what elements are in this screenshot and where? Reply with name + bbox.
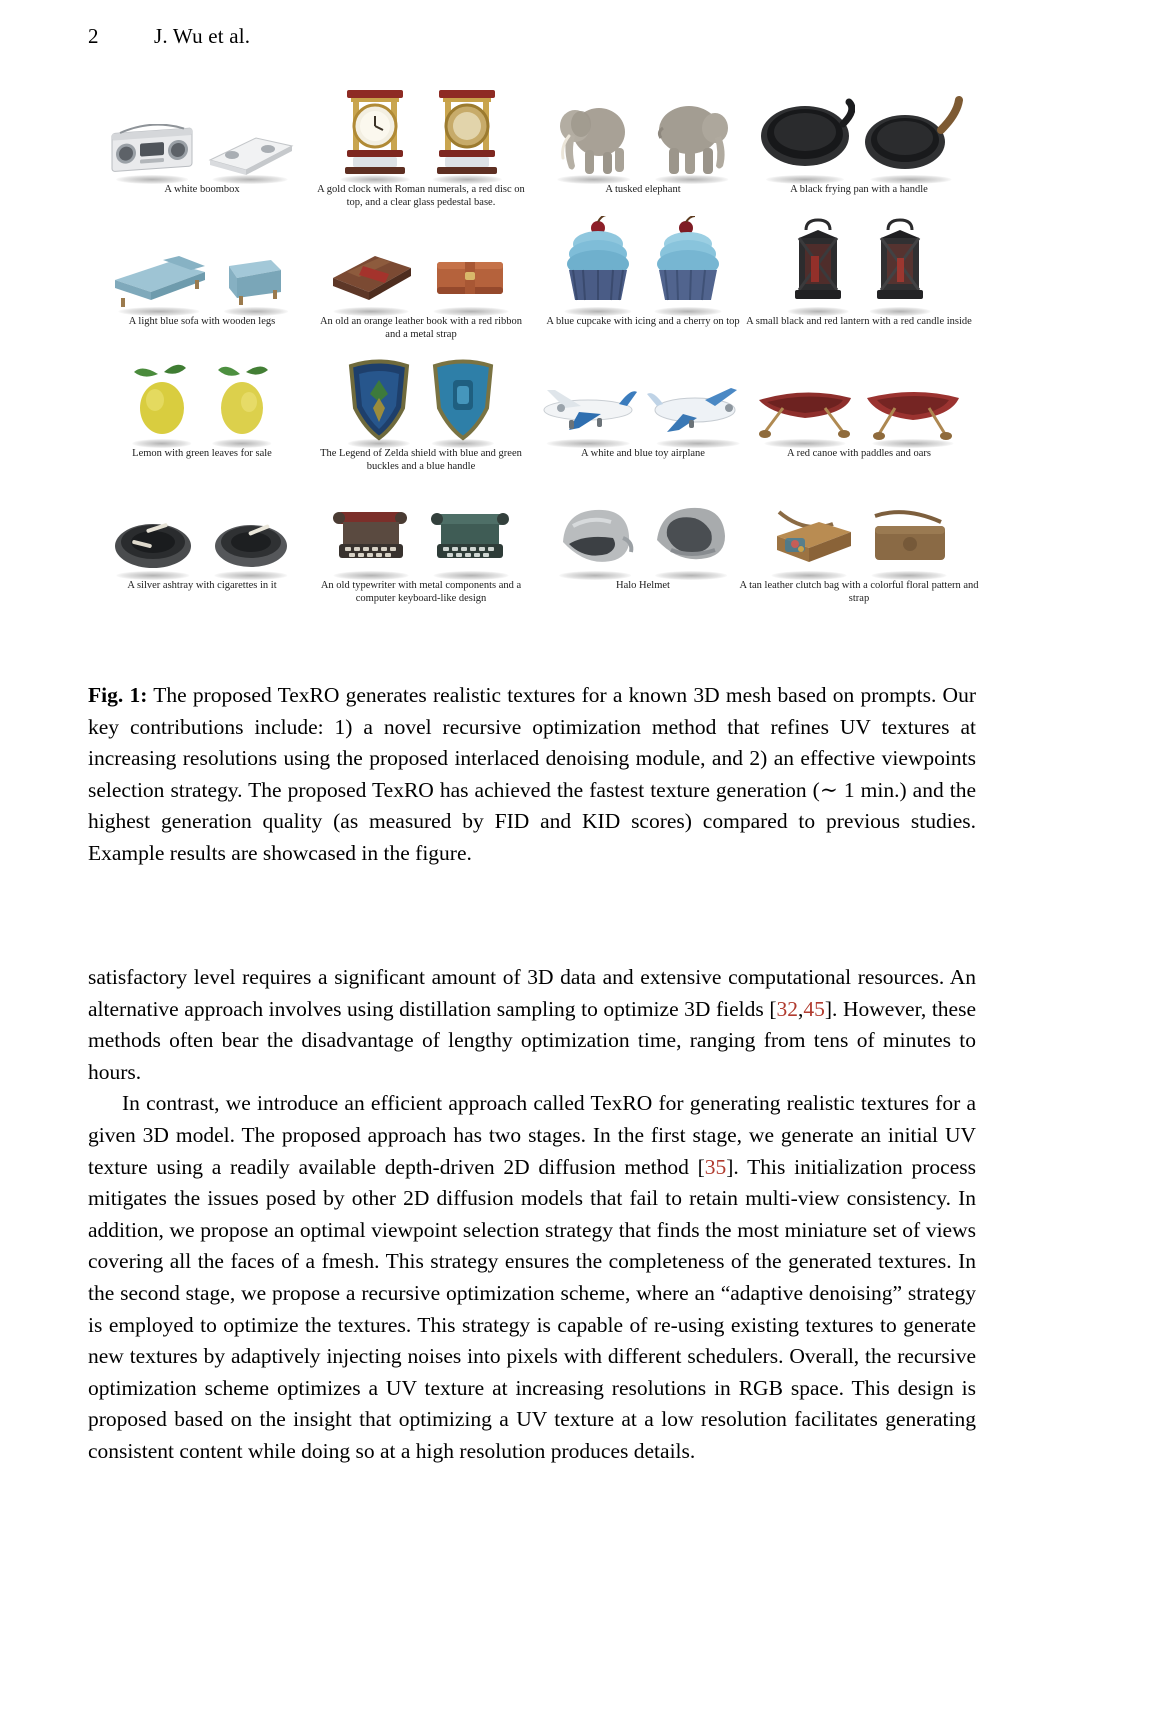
figure-1-image — [96, 84, 979, 612]
citation-link-32[interactable]: 32 — [776, 996, 798, 1021]
thumbnail-pair — [96, 348, 308, 444]
body-paragraph-1 — [88, 962, 976, 1088]
figure-cell-caption: The Legend of Zelda shield with blue and green buckles and a blue handle — [320, 448, 522, 472]
paragraph-2-text-b: ]. This initialization process mitigates the issues posed by other 2D diffusion models that fail to retain multi-view consistency. In addition, we propose an optimal viewpoint selection strategy that finds the most miniature set of views covering all the faces of a fmesh. This strategy ensures the completeness of the generated textures. In the second stage, we propose a recursive optimization scheme, where an “adaptive denoising” strategy is employed to optimize the textures. This strategy is capable of re-using existing textures to generate new textures by adaptively injecting noises into pixels with different schedulers. Overall, the recursive optimization scheme optimizes a UV texture at increasing resolutions in RGB space. This design is proposed based on the insight that optimizing a UV texture at a low resolution facilitates generating consistent content while doing so at a high resolution produces details. — [88, 1154, 976, 1463]
citation-separator: , — [797, 996, 804, 1021]
thumbnail-pair — [752, 348, 966, 444]
thumbnail-pair — [752, 216, 966, 312]
figure-caption-text: The proposed TexRO generates realistic textures for a known 3D mesh based on prompts. Our key contributions include: 1) a novel recursive optimization method that refines UV textures at increasing resolutions using the proposed interlaced denoising module, and 2) an effective viewpoints selection strategy. The proposed TexRO has achieved the fastest texture generation (∼ 1 min.) and the highest generation quality (as measured by FID and KID scores) compared to previous studies. Example results are showcased in the figure. — [88, 683, 976, 865]
thumbnail-pair — [534, 348, 752, 444]
figure-cell-clutch — [739, 480, 979, 612]
page-number: 2 — [88, 24, 99, 48]
thumbnail-pair — [534, 84, 752, 180]
figure-cell-sofa — [96, 216, 308, 348]
figure-cell-lemon — [96, 348, 308, 480]
figure-row — [96, 348, 966, 480]
citation-link-45[interactable]: 45 — [803, 996, 825, 1021]
figure-cell-canoe — [752, 348, 966, 480]
figure-row — [96, 84, 966, 216]
figure-cell-caption: A silver ashtray with cigarettes in it — [127, 580, 277, 591]
figure-cell-caption: A small black and red lantern with a red candle inside — [746, 316, 972, 327]
body-text — [88, 962, 976, 1468]
thumbnail-pair — [96, 84, 308, 180]
figure-cell-caption: A red canoe with paddles and oars — [786, 448, 932, 459]
figure-row — [96, 480, 979, 612]
figure-caption — [88, 680, 976, 869]
thumbnail-pair — [308, 480, 534, 576]
thumbnail-pair — [534, 216, 752, 312]
figure-cell-caption: A blue cupcake with icing and a cherry on top — [546, 316, 740, 327]
figure-cell-caption: A light blue sofa with wooden legs — [128, 316, 276, 327]
figure-cell-clock — [308, 84, 534, 216]
figure-cell-book — [308, 216, 534, 348]
paragraph-1-text-b: ]. However, these methods often bear the disadvantage of lengthy optimization time, ranging from tens of minutes to hours. — [88, 996, 976, 1084]
figure-cell-caption: A white boombox — [164, 184, 240, 195]
figure-row — [96, 216, 972, 348]
thumbnail-pair — [752, 480, 966, 576]
thumbnail-pair — [96, 480, 308, 576]
figure-cell-caption: A tusked elephant — [605, 184, 681, 195]
figure-cell-caption: A white and blue toy airplane — [581, 448, 705, 459]
figure-cell-caption: A tan leather clutch bag with a colorful floral pattern and strap — [739, 580, 979, 604]
figure-cell-boombox — [96, 84, 308, 216]
figure-cell-caption: A gold clock with Roman numerals, a red disc on top, and a clear glass pedestal base. — [317, 184, 525, 208]
paragraph-2-text-a: In contrast, we introduce an efficient approach called TexRO for generating realistic textures for a given 3D model. The proposed approach has two stages. In the first stage, we generate an initial UV texture using a readily available depth-driven 2D diffusion method [ — [88, 1091, 976, 1179]
figure-cell-ashtray — [96, 480, 308, 612]
figure-cell-shield — [308, 348, 534, 480]
figure-cell-typewriter — [308, 480, 534, 612]
body-paragraph-2 — [88, 1088, 976, 1467]
citation-link-35[interactable]: 35 — [704, 1154, 727, 1179]
running-head-authors: J. Wu et al. — [154, 24, 251, 48]
figure-caption-label: Fig. 1: — [88, 683, 148, 707]
figure-cell-caption: Lemon with green leaves for sale — [132, 448, 272, 459]
thumbnail-pair — [308, 348, 534, 444]
figure-cell-elephant — [534, 84, 752, 216]
thumbnail-pair — [534, 480, 752, 576]
thumbnail-pair — [96, 216, 308, 312]
paragraph-1-text-a: satisfactory level requires a significant amount of 3D data and extensive computational resources. An alternative approach involves using distillation sampling to optimize 3D fields [ — [88, 965, 976, 1021]
running-head — [88, 24, 974, 49]
figure-cell-cupcake — [534, 216, 752, 348]
figure-cell-helmet — [534, 480, 752, 612]
figure-cell-caption: A black frying pan with a handle — [790, 184, 928, 195]
figure-cell-caption: Halo Helmet — [616, 580, 670, 591]
thumbnail-pair — [308, 216, 534, 312]
figure-cell-caption: An old an orange leather book with a red ribbon and a metal strap — [319, 316, 523, 340]
thumbnail-pair — [752, 84, 966, 180]
figure-cell-caption: An old typewriter with metal components and a computer keyboard-like design — [320, 580, 522, 604]
thumbnail-pair — [308, 84, 534, 180]
figure-cell-frying-pan — [752, 84, 966, 216]
figure-cell-airplane — [534, 348, 752, 480]
figure-cell-lantern — [746, 216, 972, 348]
